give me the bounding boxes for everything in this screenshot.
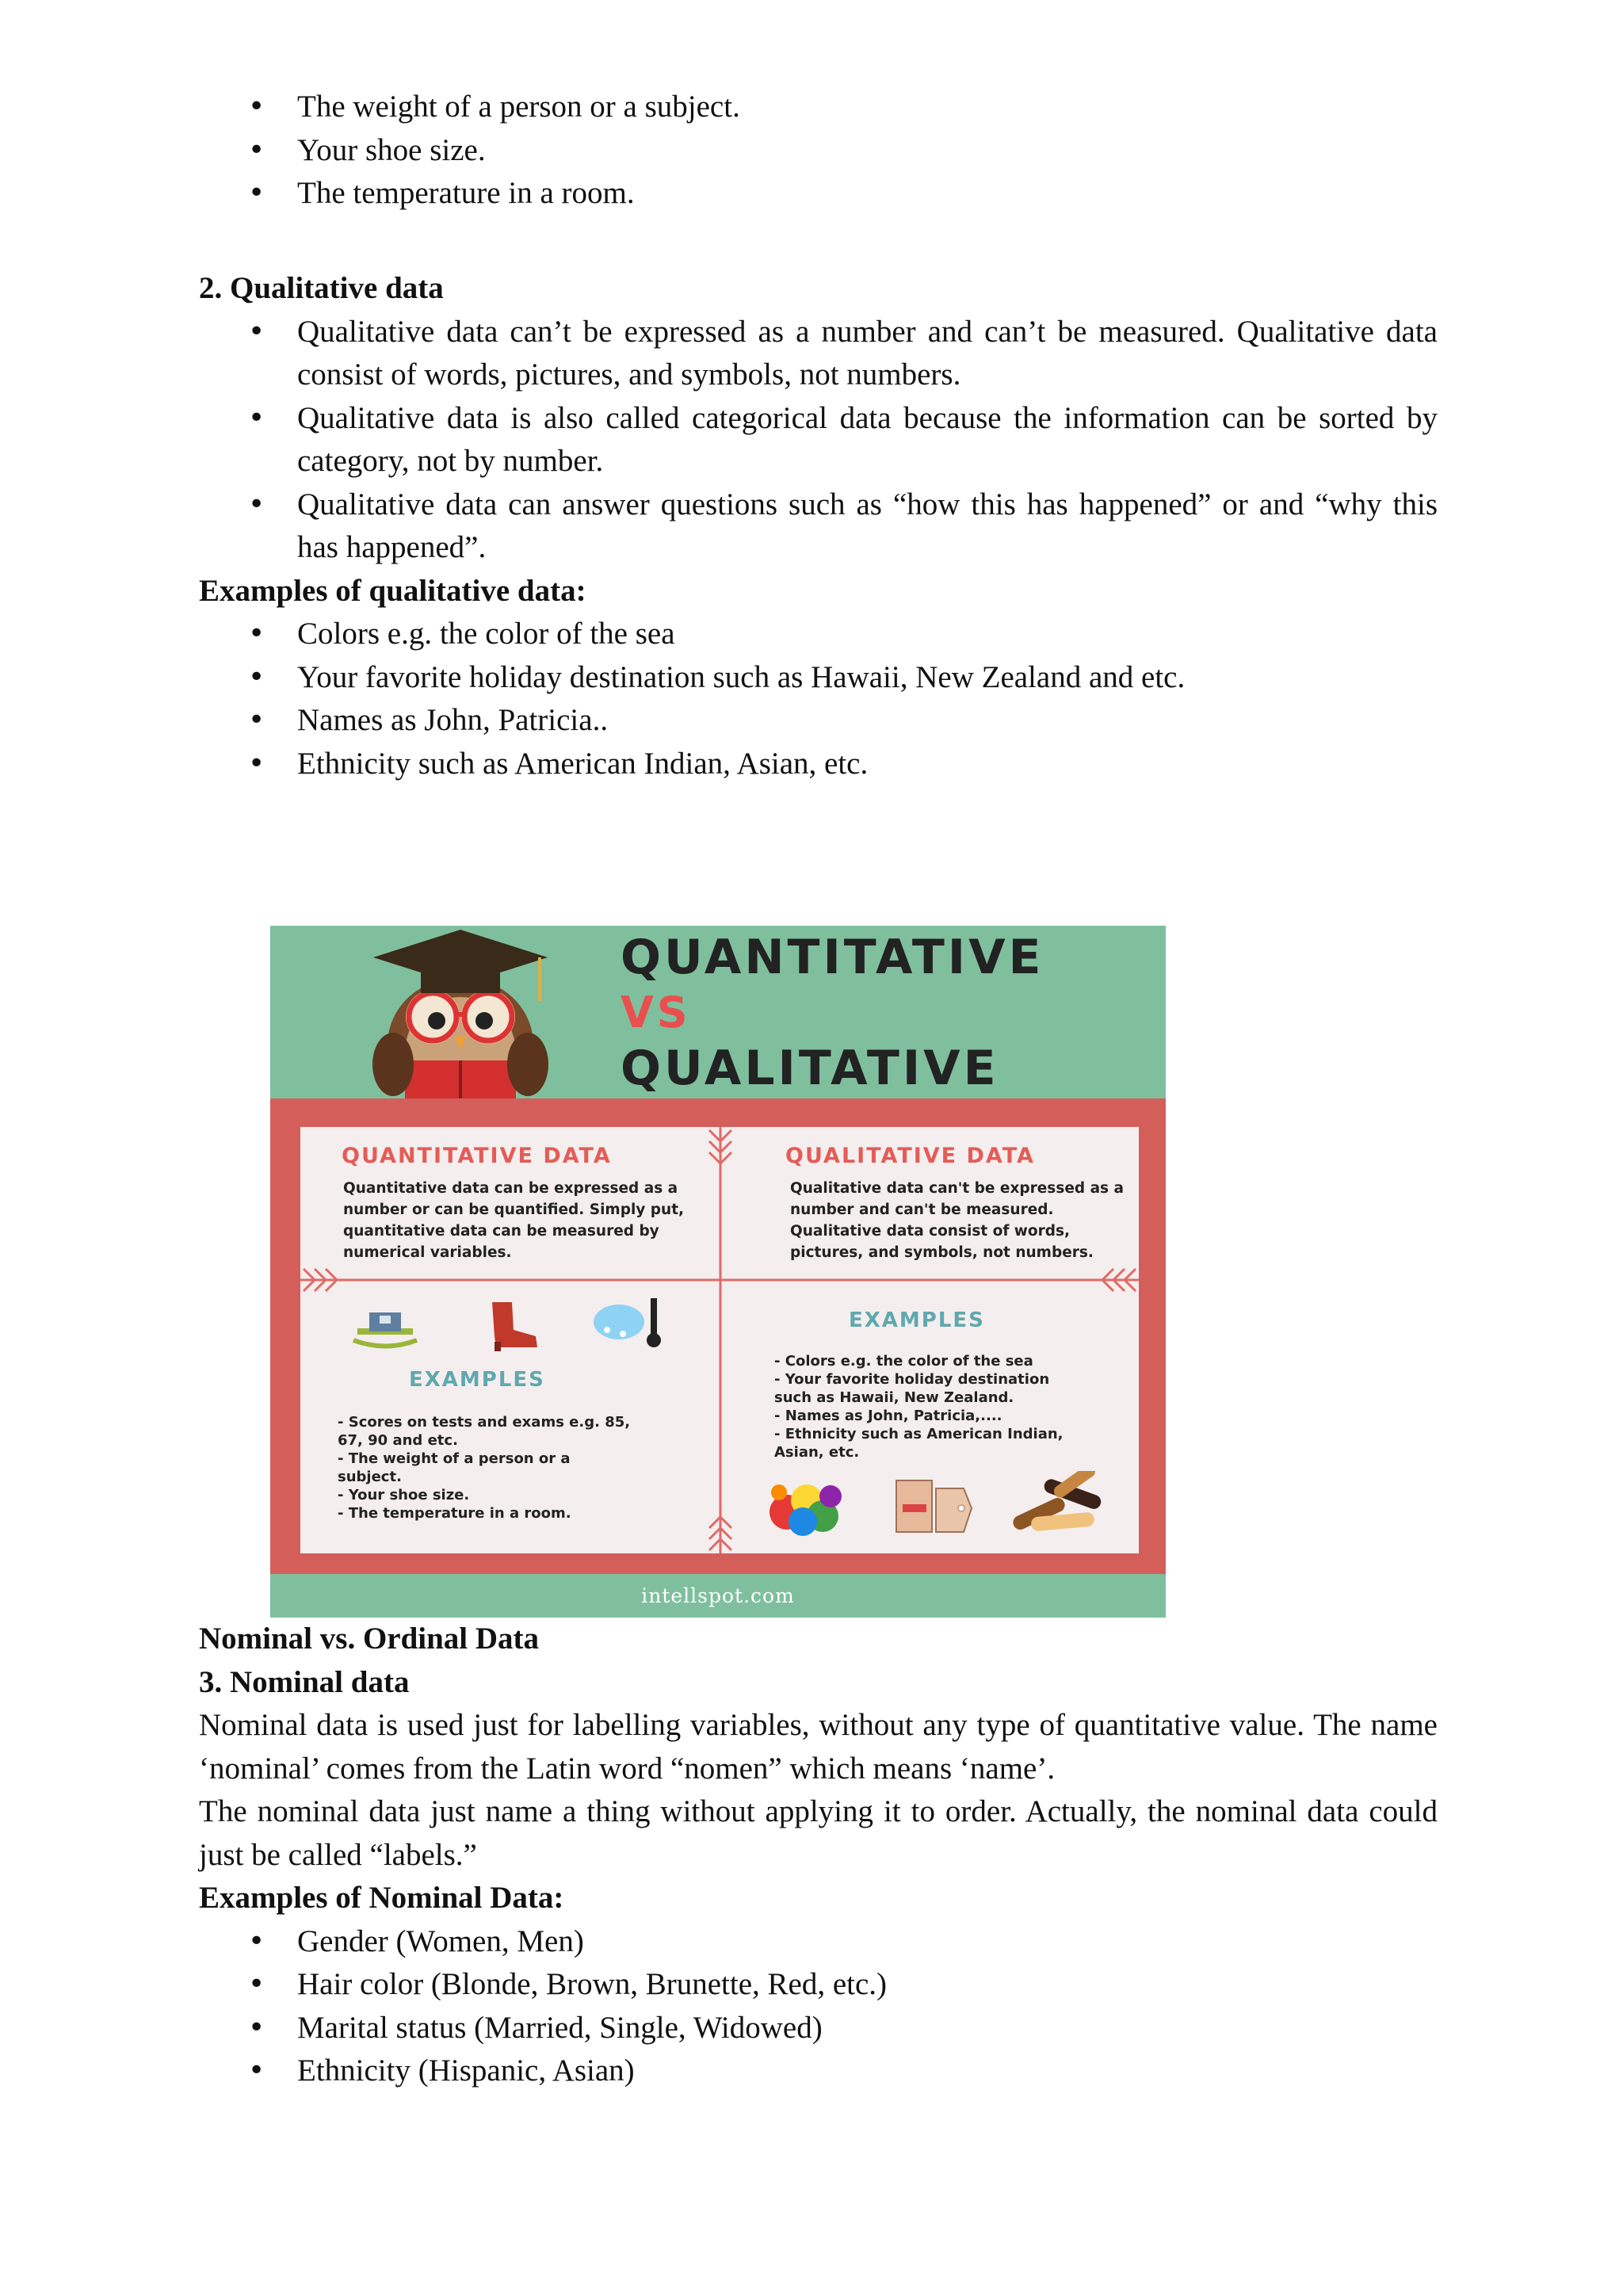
infographic-footer <box>270 1574 1166 1618</box>
list-item: • Qualitative data is also called categorical data because the information can be sorted by category, not by number. <box>199 397 1438 483</box>
infographic-source-label: intellspot.com <box>641 1584 795 1607</box>
owl-mascot-icon <box>357 926 563 1116</box>
list-item: such as Hawaii, New Zealand. <box>774 1389 1014 1406</box>
list-item: • Qualitative data can’t be expressed as a number and can’t be measured. Qualitative data consist of words, pictures, and symbols, not numbers. <box>199 311 1438 397</box>
qualitative-examples-heading: Examples of qualitative data: <box>199 573 586 608</box>
list-item: - Your shoe size. <box>338 1487 470 1503</box>
quantitative-panel-heading: QUANTITATIVE DATA <box>342 1144 612 1168</box>
infographic-title-line-2: VS <box>621 988 691 1037</box>
qualitative-examples-heading: EXAMPLES <box>849 1308 985 1332</box>
list-item: - Ethnicity such as American Indian, <box>774 1426 1064 1442</box>
quantitative-examples-list <box>338 1413 686 1522</box>
list-item: - Colors e.g. the color of the sea <box>774 1353 1033 1370</box>
nominal-vs-ordinal-heading: Nominal vs. Ordinal Data <box>199 1622 540 1656</box>
top-bullet-block <box>199 86 1438 216</box>
quantitative-panel-text: Quantitative data can be expressed as a number or can be quantified. Simply put, quantitative data can be measured by numerical variables. <box>343 1180 685 1261</box>
quantitative-examples-heading: EXAMPLES <box>409 1368 545 1392</box>
list-item: - The weight of a person or a <box>338 1450 571 1467</box>
infographic-title-line-1: QUANTITATIVE <box>621 930 1044 985</box>
nominal-examples-list <box>199 1920 1438 2093</box>
list-item: • The weight of a person or a subject. <box>199 86 1438 129</box>
weather-thermometer-icon <box>587 1294 674 1350</box>
top-bullet-list <box>199 86 1438 216</box>
list-item: - Scores on tests and exams e.g. 85, <box>338 1414 631 1431</box>
qualitative-panel-heading: QUALITATIVE DATA <box>785 1144 1035 1168</box>
list-item: 67, 90 and etc. <box>338 1432 458 1449</box>
price-tags-icon <box>888 1473 976 1540</box>
infographic-title-line-3: QUALITATIVE <box>621 1041 999 1096</box>
list-item: • Hair color (Blonde, Brown, Brunette, Red, etc.) <box>199 1963 1438 2007</box>
list-item: subject. <box>338 1469 402 1485</box>
scale-icon <box>349 1305 421 1352</box>
list-item: Asian, etc. <box>774 1444 860 1461</box>
list-item: - Your favorite holiday destination <box>774 1371 1050 1388</box>
qualitative-examples-list <box>199 613 1438 785</box>
nominal-paragraph-1: Nominal data is used just for labelling variables, without any type of quantitative value. The name ‘nominal’ comes from the Latin word “nomen” which means ‘name’. <box>199 1708 1438 1786</box>
qualitative-bullet-list <box>199 311 1438 570</box>
list-item: • Ethnicity such as American Indian, Asian, etc. <box>199 743 1438 786</box>
list-item: • Colors e.g. the color of the sea <box>199 613 1438 656</box>
list-item: • Names as John, Patricia.. <box>199 699 1438 743</box>
list-item: • Qualitative data can answer questions such as “how this has happened” or and “why this has happened”. <box>199 483 1438 570</box>
qualitative-section <box>199 267 1438 785</box>
list-item: - Names as John, Patricia,.... <box>774 1408 1002 1424</box>
list-item: - The temperature in a room. <box>338 1505 571 1522</box>
list-item: • Ethnicity (Hispanic, Asian) <box>199 2050 1438 2093</box>
qualitative-panel-text: Qualitative data can't be expressed as a number and can't be measured. Qualitative data consist of words, pictures, and symbols, not numbers. <box>790 1180 1124 1261</box>
list-item: • The temperature in a room. <box>199 172 1438 216</box>
qualitative-heading: 2. Qualitative data <box>199 271 444 305</box>
nominal-paragraph-2: The nominal data just name a thing without applying it to order. Actually, the nominal data could just be called “labels.” <box>199 1794 1438 1872</box>
boot-icon <box>480 1298 544 1354</box>
list-item: • Your shoe size. <box>199 129 1438 173</box>
list-item: • Your favorite holiday destination such as Hawaii, New Zealand and etc. <box>199 656 1438 700</box>
quantitative-vs-qualitative-infographic <box>270 926 1166 1618</box>
joined-hands-icon <box>1007 1471 1110 1542</box>
list-item: • Marital status (Married, Single, Widowed) <box>199 2007 1438 2050</box>
list-item: • Gender (Women, Men) <box>199 1920 1438 1964</box>
qualitative-examples-list <box>774 1352 1131 1461</box>
paint-splash-icon <box>763 1473 850 1540</box>
nominal-heading: 3. Nominal data <box>199 1664 410 1699</box>
nominal-examples-heading: Examples of Nominal Data: <box>199 1881 564 1915</box>
nominal-section <box>199 1618 1438 2093</box>
